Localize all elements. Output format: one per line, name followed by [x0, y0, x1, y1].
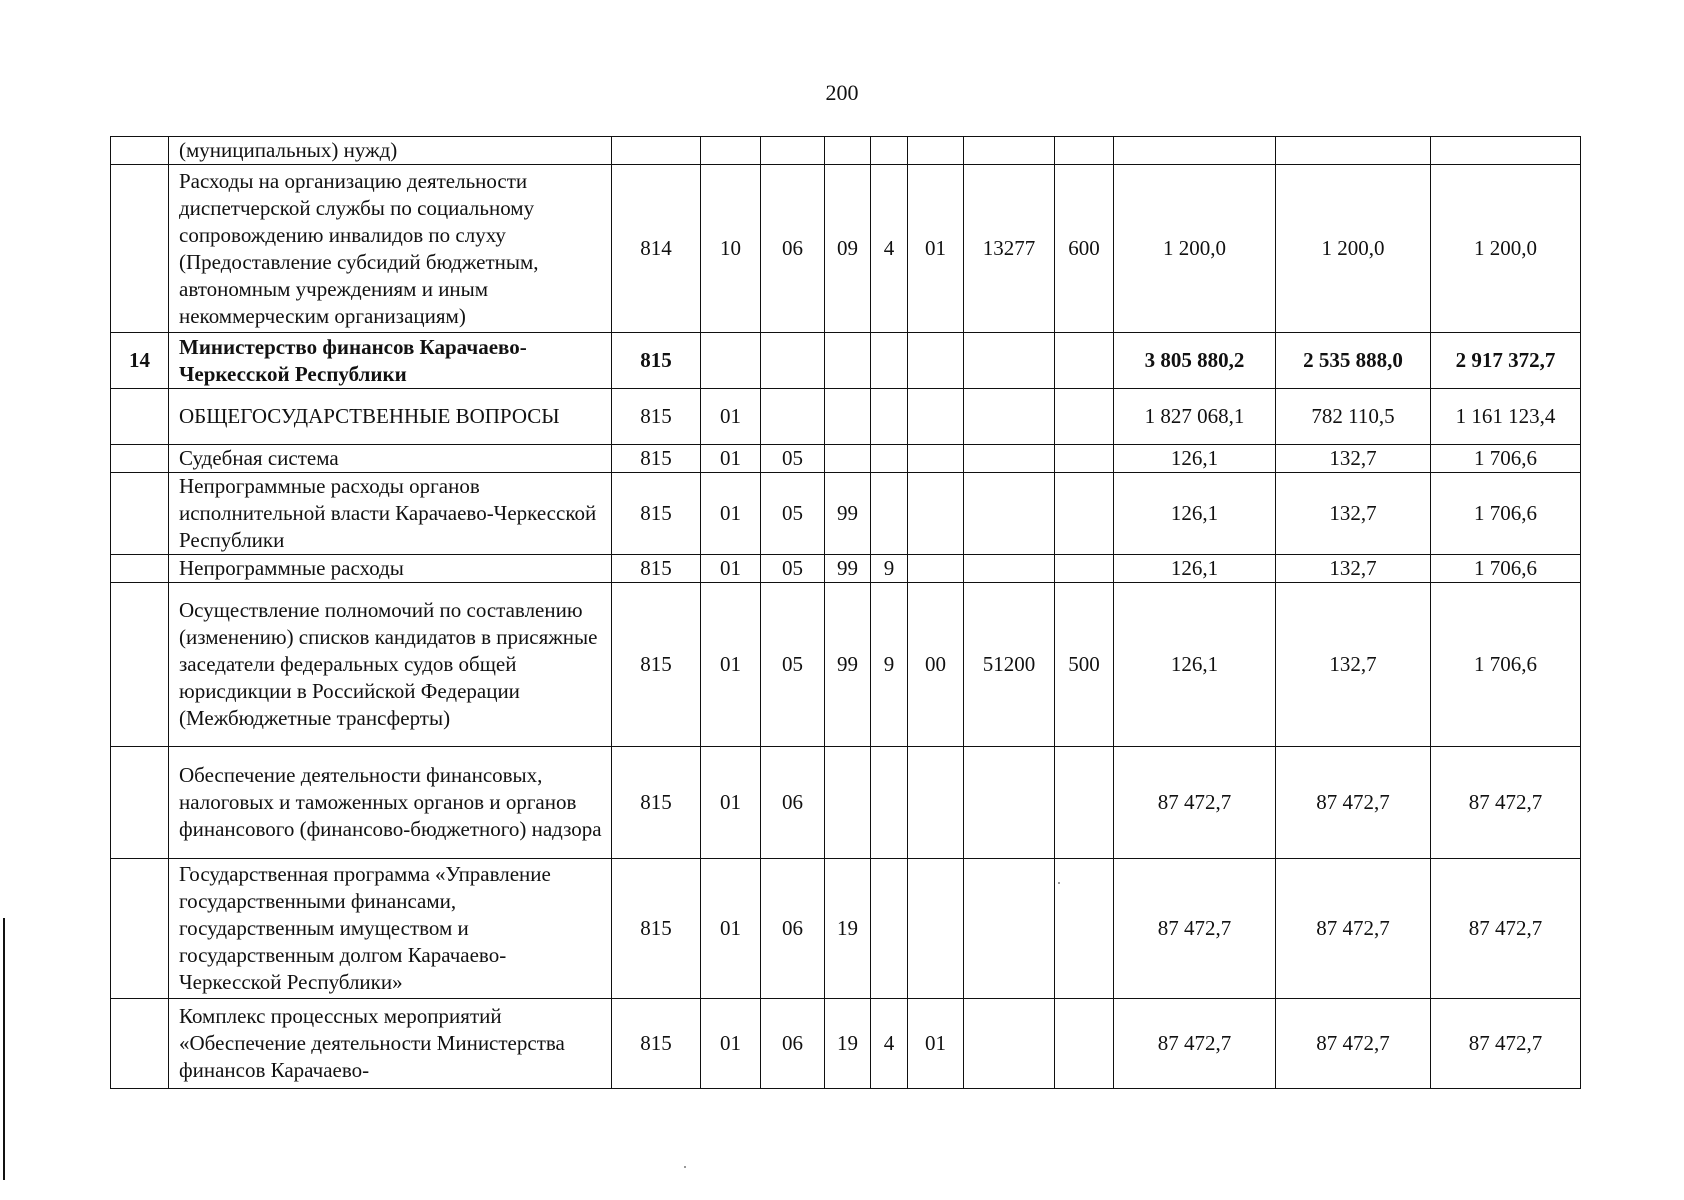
amount-year1-cell: 126,1: [1114, 583, 1276, 747]
ministry-code-cell: 815: [612, 747, 701, 859]
expense-direction-cell: 13277: [964, 165, 1055, 333]
amount-year1-cell: 126,1: [1114, 473, 1276, 555]
program-type-cell: 9: [871, 583, 908, 747]
amount-year1-cell: 1 200,0: [1114, 165, 1276, 333]
section-code-cell: [701, 333, 761, 389]
program-element-cell: [908, 555, 964, 583]
row-number-cell: [111, 137, 169, 165]
amount-year3-cell: 87 472,7: [1431, 859, 1581, 999]
subsection-code-cell: 05: [761, 555, 825, 583]
amount-year3-cell: 87 472,7: [1431, 747, 1581, 859]
row-number-cell: [111, 747, 169, 859]
program-type-cell: [871, 445, 908, 473]
row-number-cell: [111, 389, 169, 445]
program-code-cell: 09: [825, 165, 871, 333]
program-code-cell: [825, 747, 871, 859]
expense-direction-cell: [964, 389, 1055, 445]
program-element-cell: [908, 333, 964, 389]
section-code-cell: 01: [701, 583, 761, 747]
table-row: [111, 333, 1581, 389]
program-element-cell: [908, 389, 964, 445]
program-code-cell: 99: [825, 473, 871, 555]
amount-year2-cell: 782 110,5: [1276, 389, 1431, 445]
row-number-cell: [111, 165, 169, 333]
amount-year2-cell: 132,7: [1276, 583, 1431, 747]
item-name-cell: Государственная программа «Управление государственными финансами, государственным имуществом и государственным долгом Карачаево-Черкесской Республики»: [169, 859, 612, 999]
table-body: [111, 137, 1581, 1089]
section-code-cell: 01: [701, 389, 761, 445]
item-name-cell: (муниципальных) нужд): [169, 137, 612, 165]
amount-year3-cell: 1 200,0: [1431, 165, 1581, 333]
program-code-cell: [825, 389, 871, 445]
scan-speck: [1058, 882, 1060, 884]
scan-edge-line: [3, 918, 5, 1180]
expense-type-cell: [1055, 137, 1114, 165]
section-code-cell: [701, 137, 761, 165]
program-element-cell: 00: [908, 583, 964, 747]
table-row: [111, 137, 1581, 165]
program-type-cell: [871, 473, 908, 555]
program-type-cell: [871, 389, 908, 445]
section-code-cell: 01: [701, 555, 761, 583]
program-element-cell: [908, 137, 964, 165]
amount-year3-cell: 1 706,6: [1431, 445, 1581, 473]
subsection-code-cell: 06: [761, 165, 825, 333]
subsection-code-cell: [761, 137, 825, 165]
program-type-cell: [871, 747, 908, 859]
table-row: [111, 747, 1581, 859]
table-row: [111, 583, 1581, 747]
program-code-cell: 19: [825, 999, 871, 1089]
expense-direction-cell: [964, 999, 1055, 1089]
program-type-cell: 9: [871, 555, 908, 583]
ministry-code-cell: 815: [612, 555, 701, 583]
section-code-cell: 10: [701, 165, 761, 333]
expense-type-cell: [1055, 445, 1114, 473]
item-name-cell: Расходы на организацию деятельности диспетчерской службы по социальному сопровождению инвалидов по слуху (Предоставление субсидий бюджетным, автономным учреждениям и иным некоммерческим организациям): [169, 165, 612, 333]
subsection-code-cell: [761, 333, 825, 389]
item-name-cell: Непрограммные расходы: [169, 555, 612, 583]
program-type-cell: [871, 859, 908, 999]
subsection-code-cell: [761, 389, 825, 445]
amount-year3-cell: 2 917 372,7: [1431, 333, 1581, 389]
table-row: [111, 165, 1581, 333]
expense-direction-cell: [964, 859, 1055, 999]
expense-direction-cell: [964, 137, 1055, 165]
row-number-cell: [111, 473, 169, 555]
table-row: [111, 859, 1581, 999]
program-code-cell: 19: [825, 859, 871, 999]
amount-year2-cell: 132,7: [1276, 473, 1431, 555]
expense-direction-cell: [964, 473, 1055, 555]
row-number-cell: [111, 859, 169, 999]
section-code-cell: 01: [701, 747, 761, 859]
program-code-cell: 99: [825, 583, 871, 747]
budget-table: [110, 136, 1581, 1089]
expense-type-cell: [1055, 389, 1114, 445]
table-row: [111, 473, 1581, 555]
amount-year3-cell: 1 706,6: [1431, 583, 1581, 747]
subsection-code-cell: 06: [761, 747, 825, 859]
ministry-code-cell: 815: [612, 583, 701, 747]
expense-type-cell: 600: [1055, 165, 1114, 333]
program-code-cell: [825, 445, 871, 473]
subsection-code-cell: 06: [761, 999, 825, 1089]
expense-type-cell: 500: [1055, 583, 1114, 747]
item-name-cell: Обеспечение деятельности финансовых, налоговых и таможенных органов и органов финансового (финансово-бюджетного) надзора: [169, 747, 612, 859]
program-code-cell: 99: [825, 555, 871, 583]
item-name-cell: Судебная система: [169, 445, 612, 473]
ministry-code-cell: 815: [612, 445, 701, 473]
expense-type-cell: [1055, 333, 1114, 389]
table-row: [111, 999, 1581, 1089]
program-type-cell: [871, 333, 908, 389]
amount-year2-cell: 87 472,7: [1276, 859, 1431, 999]
subsection-code-cell: 05: [761, 445, 825, 473]
item-name-cell: Комплекс процессных мероприятий «Обеспечение деятельности Министерства финансов Карачаево-: [169, 999, 612, 1089]
page-number: 200: [825, 80, 859, 105]
row-number-cell: [111, 583, 169, 747]
expense-type-cell: [1055, 999, 1114, 1089]
program-element-cell: [908, 859, 964, 999]
item-name-cell: ОБЩЕГОСУДАРСТВЕННЫЕ ВОПРОСЫ: [169, 389, 612, 445]
program-code-cell: [825, 333, 871, 389]
amount-year1-cell: 126,1: [1114, 555, 1276, 583]
section-code-cell: 01: [701, 473, 761, 555]
expense-direction-cell: [964, 445, 1055, 473]
row-number-cell: [111, 555, 169, 583]
amount-year1-cell: 126,1: [1114, 445, 1276, 473]
program-element-cell: [908, 473, 964, 555]
amount-year1-cell: 1 827 068,1: [1114, 389, 1276, 445]
expense-direction-cell: [964, 333, 1055, 389]
section-code-cell: 01: [701, 999, 761, 1089]
program-element-cell: 01: [908, 999, 964, 1089]
program-element-cell: 01: [908, 165, 964, 333]
amount-year3-cell: 87 472,7: [1431, 999, 1581, 1089]
amount-year1-cell: 87 472,7: [1114, 747, 1276, 859]
table-row: [111, 445, 1581, 473]
ministry-code-cell: 815: [612, 859, 701, 999]
section-code-cell: 01: [701, 445, 761, 473]
amount-year1-cell: 87 472,7: [1114, 999, 1276, 1089]
expense-type-cell: [1055, 473, 1114, 555]
section-code-cell: 01: [701, 859, 761, 999]
amount-year2-cell: 2 535 888,0: [1276, 333, 1431, 389]
subsection-code-cell: 06: [761, 859, 825, 999]
amount-year2-cell: 132,7: [1276, 555, 1431, 583]
expense-type-cell: [1055, 747, 1114, 859]
amount-year2-cell: 1 200,0: [1276, 165, 1431, 333]
item-name-cell: Непрограммные расходы органов исполнительной власти Карачаево-Черкесской Республики: [169, 473, 612, 555]
amount-year3-cell: 1 706,6: [1431, 473, 1581, 555]
amount-year2-cell: [1276, 137, 1431, 165]
expense-direction-cell: 51200: [964, 583, 1055, 747]
ministry-code-cell: [612, 137, 701, 165]
row-number-cell: 14: [111, 333, 169, 389]
amount-year1-cell: 87 472,7: [1114, 859, 1276, 999]
ministry-code-cell: 815: [612, 999, 701, 1089]
expense-type-cell: [1055, 555, 1114, 583]
row-number-cell: [111, 445, 169, 473]
amount-year2-cell: 87 472,7: [1276, 999, 1431, 1089]
ministry-code-cell: 815: [612, 389, 701, 445]
subsection-code-cell: 05: [761, 473, 825, 555]
amount-year3-cell: [1431, 137, 1581, 165]
amount-year1-cell: 3 805 880,2: [1114, 333, 1276, 389]
expense-type-cell: [1055, 859, 1114, 999]
row-number-cell: [111, 999, 169, 1089]
ministry-code-cell: 815: [612, 333, 701, 389]
table-row: [111, 389, 1581, 445]
amount-year3-cell: 1 161 123,4: [1431, 389, 1581, 445]
amount-year2-cell: 132,7: [1276, 445, 1431, 473]
program-element-cell: [908, 445, 964, 473]
program-type-cell: 4: [871, 999, 908, 1089]
amount-year1-cell: [1114, 137, 1276, 165]
expense-direction-cell: [964, 555, 1055, 583]
ministry-code-cell: 815: [612, 473, 701, 555]
expense-direction-cell: [964, 747, 1055, 859]
amount-year2-cell: 87 472,7: [1276, 747, 1431, 859]
program-type-cell: [871, 137, 908, 165]
item-name-cell: Осуществление полномочий по составлению (изменению) списков кандидатов в присяжные заседатели федеральных судов общей юрисдикции в Российской Федерации (Межбюджетные трансферты): [169, 583, 612, 747]
subsection-code-cell: 05: [761, 583, 825, 747]
item-name-cell: Министерство финансов Карачаево-Черкесской Республики: [169, 333, 612, 389]
program-type-cell: 4: [871, 165, 908, 333]
program-element-cell: [908, 747, 964, 859]
amount-year3-cell: 1 706,6: [1431, 555, 1581, 583]
table-row: [111, 555, 1581, 583]
program-code-cell: [825, 137, 871, 165]
ministry-code-cell: 814: [612, 165, 701, 333]
scan-speck: [684, 1166, 686, 1168]
